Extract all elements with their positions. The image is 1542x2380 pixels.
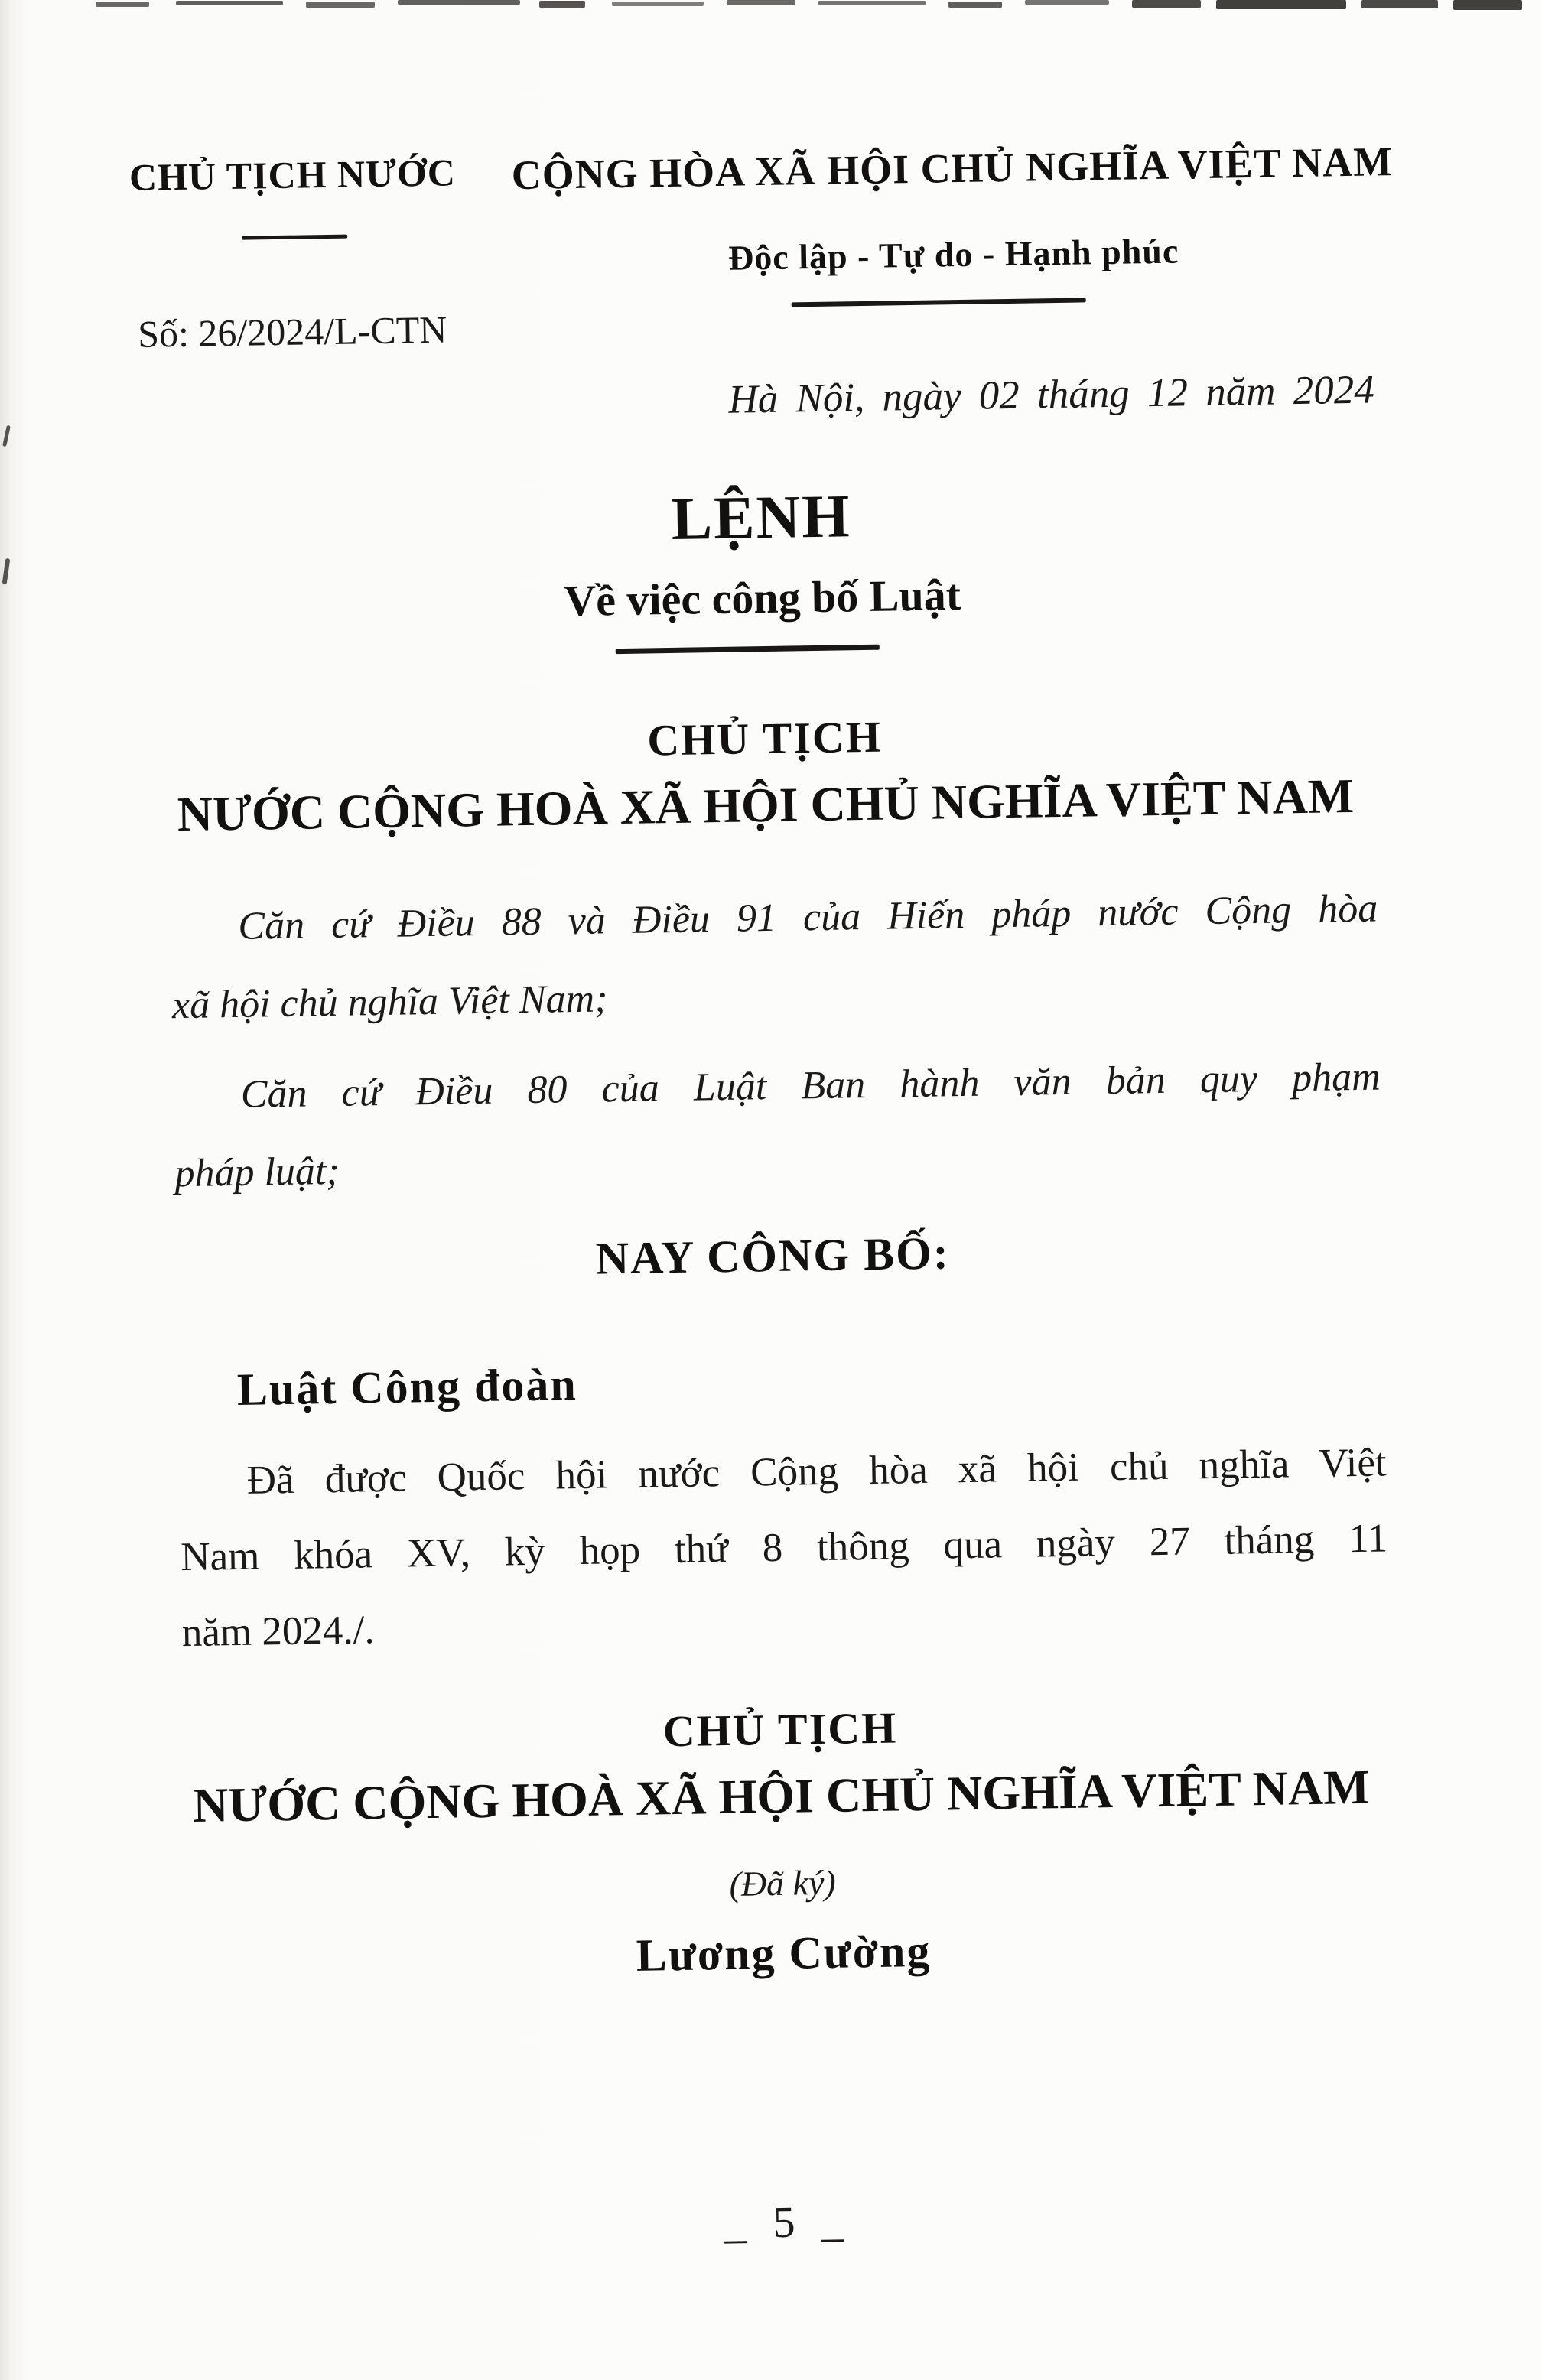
issuing-office-underline bbox=[242, 235, 347, 240]
body-line: Nam khóa XV, kỳ họp thứ 8 thông qua ngày 27 tháng 11 bbox=[180, 1516, 1388, 1580]
preamble-line: Căn cứ Điều 88 và Điều 91 của Hiến pháp nước Cộng hòa bbox=[237, 886, 1378, 948]
preamble-line: Căn cứ Điều 80 của Luật Ban hành văn bản quy phạm bbox=[240, 1055, 1381, 1117]
law-name: Luật Công đoàn bbox=[236, 1359, 578, 1416]
issuing-office-title: CHỦ TỊCH NƯỚC bbox=[128, 151, 457, 200]
dateline: Hà Nội, ngày 02 tháng 12 năm 2024 bbox=[728, 367, 1375, 422]
national-header-motto: Độc lập - Tự do - Hạnh phúc bbox=[727, 231, 1179, 278]
issuer-title-line1: CHỦ TỊCH bbox=[646, 711, 883, 766]
document-subtitle: Về việc công bố Luật bbox=[563, 570, 961, 626]
announcement-body bbox=[179, 1425, 1389, 1671]
preamble-line: pháp luật; bbox=[174, 1149, 340, 1196]
document-number: Số: 26/2024/L-CTN bbox=[137, 307, 447, 356]
signed-note: (Đã ký) bbox=[729, 1862, 837, 1904]
signature-title-line2: NƯỚC CỘNG HOÀ XÃ HỘI CHỦ NGHĨA VIỆT NAM bbox=[192, 1759, 1371, 1832]
document-title: LỆNH bbox=[671, 483, 852, 553]
preamble-line: xã hội chủ nghĩa Việt Nam; bbox=[171, 977, 608, 1028]
preamble-paragraph-2 bbox=[173, 1038, 1382, 1213]
preamble-paragraph-1 bbox=[171, 870, 1380, 1045]
body-line: Đã được Quốc hội nước Cộng hòa xã hội chủ nghĩa Việt bbox=[246, 1440, 1387, 1503]
signature-title-line1: CHỦ TỊCH bbox=[662, 1702, 898, 1757]
announcement-heading: NAY CÔNG BỐ: bbox=[595, 1227, 951, 1284]
page-number: _ 5 _ bbox=[724, 2196, 852, 2248]
signer-name: Lương Cường bbox=[636, 1925, 932, 1981]
issuer-title-line2: NƯỚC CỘNG HOÀ XÃ HỘI CHỦ NGHĨA VIỆT NAM bbox=[177, 768, 1355, 842]
body-line: năm 2024./. bbox=[181, 1608, 376, 1656]
subtitle-underline bbox=[616, 645, 880, 654]
motto-underline bbox=[792, 298, 1086, 307]
national-header-country: CỘNG HÒA XÃ HỘI CHỦ NGHĨA VIỆT NAM bbox=[511, 138, 1394, 199]
